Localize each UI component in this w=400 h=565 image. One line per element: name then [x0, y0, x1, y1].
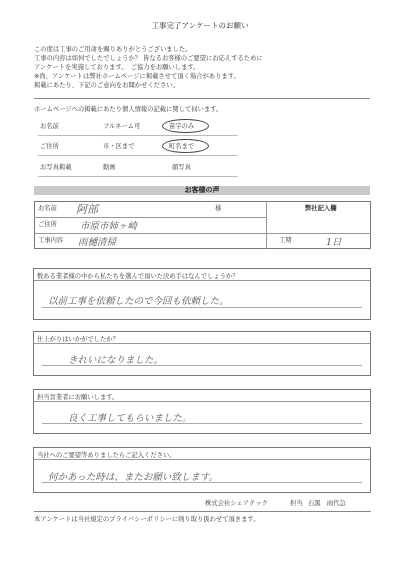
- work-period-value: 1日: [326, 237, 342, 248]
- selection-circle: [162, 119, 209, 133]
- option-full-name[interactable]: フルネーム可: [103, 123, 141, 130]
- question-text: 仕上がりはいかがでしたか？: [37, 336, 119, 343]
- customer-address-label: ご住所: [38, 221, 57, 228]
- question-box-3: [33, 389, 371, 434]
- customer-voice-banner: [34, 186, 370, 195]
- work-content-label: 工事内容: [38, 237, 64, 244]
- document-title: 工事完了アンケートのお願い: [151, 21, 249, 30]
- option-face-photo[interactable]: 顔写真: [172, 164, 191, 171]
- question-header: [34, 332, 370, 344]
- work-content-value: 雨樋清掃: [78, 237, 117, 248]
- staff-value: 石黒 雨代急: [308, 500, 346, 507]
- company-name: 株式会社シェアテック: [205, 500, 268, 507]
- row-line: [38, 155, 238, 156]
- question-text: 担当営業者にお願いします。: [37, 394, 119, 401]
- question-box-4: [33, 447, 371, 493]
- intro-line-3: アンケートを実施しております。 ご協力をお願いします。: [34, 64, 200, 71]
- customer-name-label: お名前: [38, 205, 57, 212]
- question-box-1: [33, 268, 371, 320]
- option-video[interactable]: 動画: [103, 164, 116, 171]
- option-town-name[interactable]: 町名まで: [169, 143, 195, 150]
- question-header: [34, 448, 370, 460]
- divider: [34, 511, 371, 512]
- question-text: 数ある業者様の中から私たちを選んで頂いた決め手はなんでしょうか？: [37, 273, 239, 280]
- intro-line-4: ※尚、アンケートは弊社ホームページに掲載させて頂く場合があります。: [34, 73, 240, 80]
- answer-line: [42, 365, 362, 366]
- question-box-2: [33, 331, 371, 376]
- row-line: [38, 135, 238, 136]
- option-city-ward[interactable]: 市・区まで: [103, 143, 135, 150]
- question-header: [34, 269, 370, 281]
- honorific: 様: [215, 205, 222, 212]
- customer-name-value: 阿部: [76, 203, 98, 216]
- selection-circle: [162, 139, 209, 153]
- answer-line: [42, 482, 362, 483]
- option-surname-only[interactable]: 苗字のみ: [169, 123, 195, 130]
- answer-text: 良く工事してもらいました。: [68, 413, 192, 424]
- banner-text: お客様の声: [184, 186, 220, 194]
- intro-line-2: 工事の内容は如何でしたでしょうか？ 皆なるお客様のご要望にお応えするために: [34, 55, 263, 62]
- answer-text: 以前工事を依頼したので今回も依頼した。: [48, 296, 229, 307]
- answer-text: 何かあった時は、またお願い致します。: [48, 472, 219, 483]
- intro-line-1: この度は工事のご用命を賜りありがとうございました。: [34, 46, 192, 53]
- privacy-footer: 本アンケートは当社規定のプライバシーポリシーに則り取り扱わせて頂きます。: [34, 516, 260, 523]
- answer-line: [42, 307, 362, 308]
- intro-line-5: 掲載にあたり、下記のご意向をお聞かせください。: [34, 82, 179, 89]
- consent-address-label: ご住所: [40, 143, 59, 150]
- customer-address-value: 市原市姉ヶ崎: [80, 221, 138, 232]
- answer-line: [42, 423, 362, 424]
- info-column-line: [266, 201, 267, 249]
- consent-heading: ホームページへの掲載にあたり個人情報の記載に関して伺います。: [34, 106, 223, 113]
- row-line: [38, 176, 238, 177]
- consent-photo-label: お写真掲載: [40, 164, 72, 171]
- divider: [34, 98, 370, 99]
- staff-label: 担当: [290, 500, 303, 507]
- work-period-label: 工期: [279, 237, 292, 244]
- answer-text: きれいになりました。: [68, 355, 164, 366]
- question-header: [34, 390, 370, 402]
- question-text: 当社へのご要望等ありましたらご記入ください。: [37, 452, 176, 459]
- office-use-label: 弊社記入欄: [305, 205, 337, 212]
- consent-name-label: お名前: [40, 123, 59, 130]
- info-row-line: [34, 217, 266, 218]
